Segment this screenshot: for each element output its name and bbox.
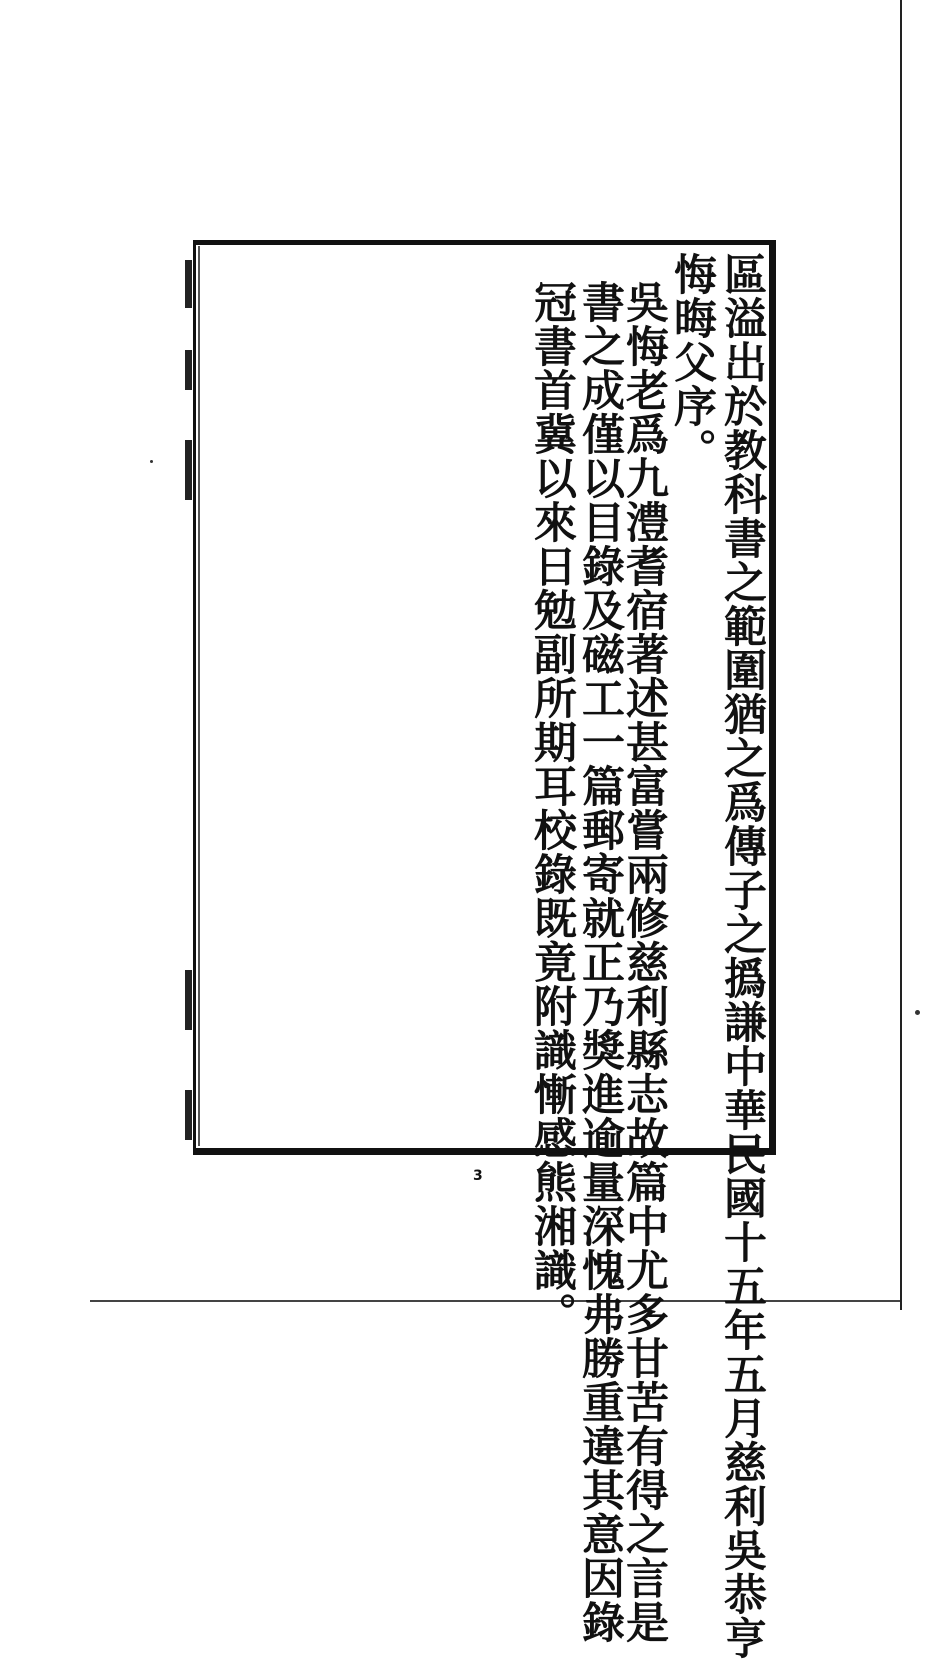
text-column-1: 區溢出於教科書之範圍猶之爲傳子之撝謙中華民國十五年五月慈利吳恭亨 [717, 252, 767, 1660]
scan-bottom-line [90, 1300, 900, 1302]
scan-speck [150, 460, 153, 463]
text-column-3: 吳悔老爲九澧耆宿著述甚富嘗兩修慈利縣志故篇中尤多甘苦有得之言是 [619, 280, 669, 1644]
text-column-5: 冠書首冀以來日勉副所期耳校錄既竟附識慚感熊湘識。 [527, 280, 577, 1336]
page-number: 3 [473, 1168, 483, 1184]
text-column-4: 書之成僅以目錄及磁工一篇郵寄就正乃獎進逾量深愧弗勝重違其意因錄 [575, 280, 625, 1644]
scan-edge-line [900, 0, 902, 1310]
text-column-2: 悔晦父序。 [667, 252, 717, 472]
frame-inner-rule [198, 246, 200, 1146]
scan-speck [915, 1010, 920, 1015]
